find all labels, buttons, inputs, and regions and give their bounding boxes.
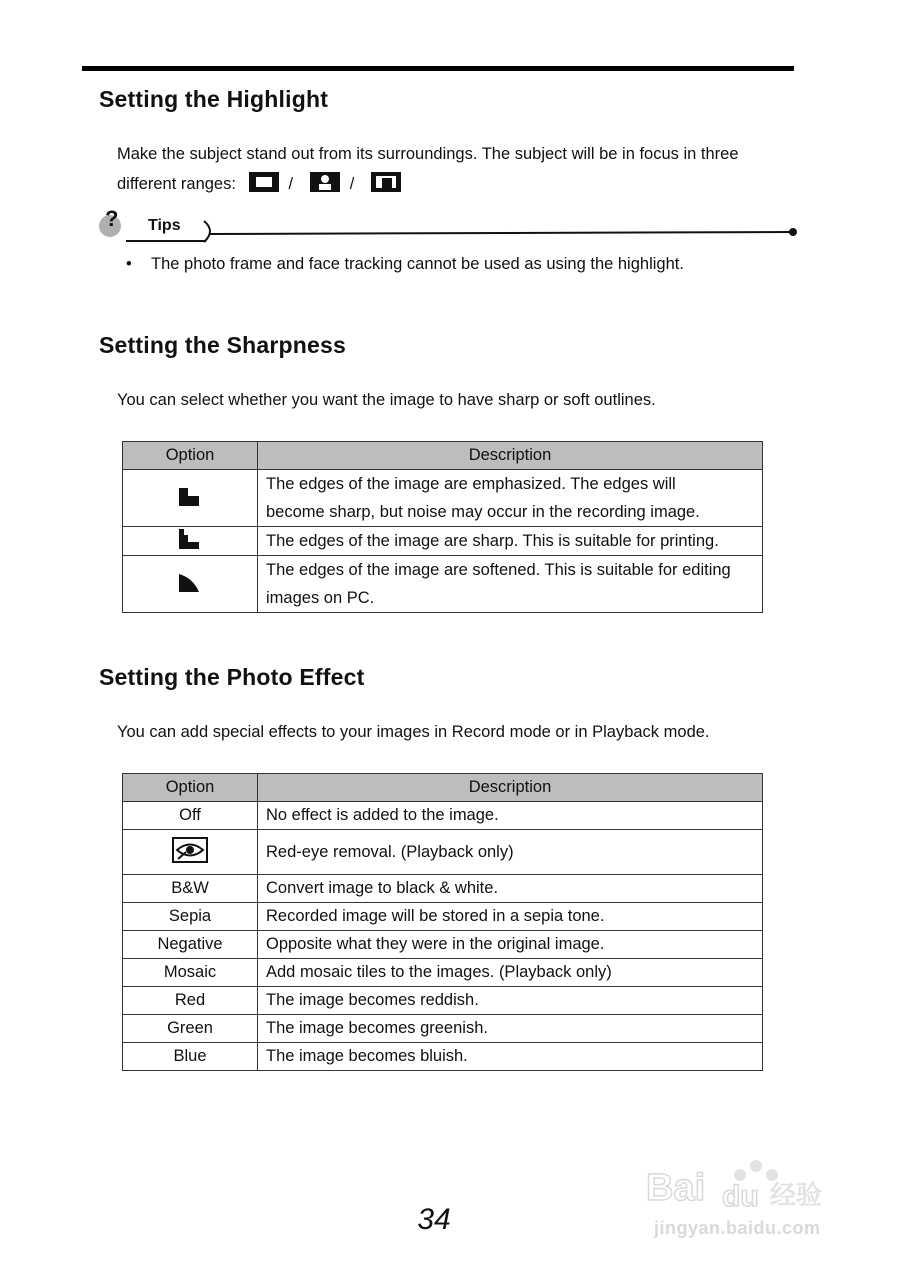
photo-effect-intro: You can add special effects to your images in Record mode or in Playback mode. xyxy=(117,723,710,741)
photo-effect-table xyxy=(122,773,763,1071)
header-description: Description xyxy=(258,774,763,802)
heading-photo-effect: Setting the Photo Effect xyxy=(99,664,365,690)
sharpness-table xyxy=(122,441,763,613)
watermark-url: jingyan.baidu.com xyxy=(654,1218,821,1238)
sharpness-high-icon xyxy=(123,470,258,527)
table-row: Negative Opposite what they were in the original image. xyxy=(123,931,763,959)
page-number: 34 xyxy=(417,1203,451,1236)
table-row: Red The image becomes reddish. xyxy=(123,987,763,1015)
table-row: The edges of the image are sharp. This is suitable for printing. xyxy=(123,527,763,556)
tips-label: Tips xyxy=(148,217,181,234)
header-option: Option xyxy=(123,442,258,470)
table-row: Blue The image becomes bluish. xyxy=(123,1043,763,1071)
table-row: B&W Convert image to black & white. xyxy=(123,875,763,903)
highlight-person-icon xyxy=(310,172,340,202)
baidu-logo-icon xyxy=(640,1150,850,1220)
highlight-target-icon xyxy=(371,172,401,202)
svg-text:du: du xyxy=(722,1180,759,1213)
table-header-row xyxy=(123,774,763,802)
heading-highlight: Setting the Highlight xyxy=(99,86,329,112)
header-option: Option xyxy=(123,774,258,802)
table-row: Green The image becomes greenish. xyxy=(123,1015,763,1043)
sharpness-intro: You can select whether you want the image to have sharp or soft outlines. xyxy=(117,391,656,409)
tips-bullet: • The photo frame and face tracking cannot be used as using the highlight. xyxy=(126,255,684,273)
heading-sharpness: Setting the Sharpness xyxy=(99,332,347,358)
tips-box xyxy=(98,205,798,249)
top-rule xyxy=(82,66,794,71)
header-description: Description xyxy=(258,442,763,470)
red-eye-icon xyxy=(123,830,258,875)
table-row: Sepia Recorded image will be stored in a sepia tone. xyxy=(123,903,763,931)
watermark xyxy=(640,1150,850,1250)
highlight-square-icon xyxy=(249,172,279,202)
table-row: Mosaic Add mosaic tiles to the images. (Playback only) xyxy=(123,959,763,987)
table-row: The edges of the image are softened. This is suitable for editing images on PC. xyxy=(123,556,763,613)
table-row: Off No effect is added to the image. xyxy=(123,802,763,830)
sharpness-soft-icon xyxy=(123,556,258,613)
sharpness-normal-icon xyxy=(123,527,258,556)
svg-text:?: ? xyxy=(105,206,119,231)
svg-text:Bai: Bai xyxy=(646,1167,706,1209)
table-row: The edges of the image are emphasized. The edges will become sharp, but noise may occur in the recording image. xyxy=(123,470,763,527)
tips-divider xyxy=(98,205,798,249)
highlight-description: Make the subject stand out from its surroundings. The subject will be in focus in three different ranges: / / xyxy=(117,139,739,202)
svg-text:经验: 经验 xyxy=(770,1181,823,1211)
table-row: Red-eye removal. (Playback only) xyxy=(123,830,763,875)
table-header-row xyxy=(123,442,763,470)
